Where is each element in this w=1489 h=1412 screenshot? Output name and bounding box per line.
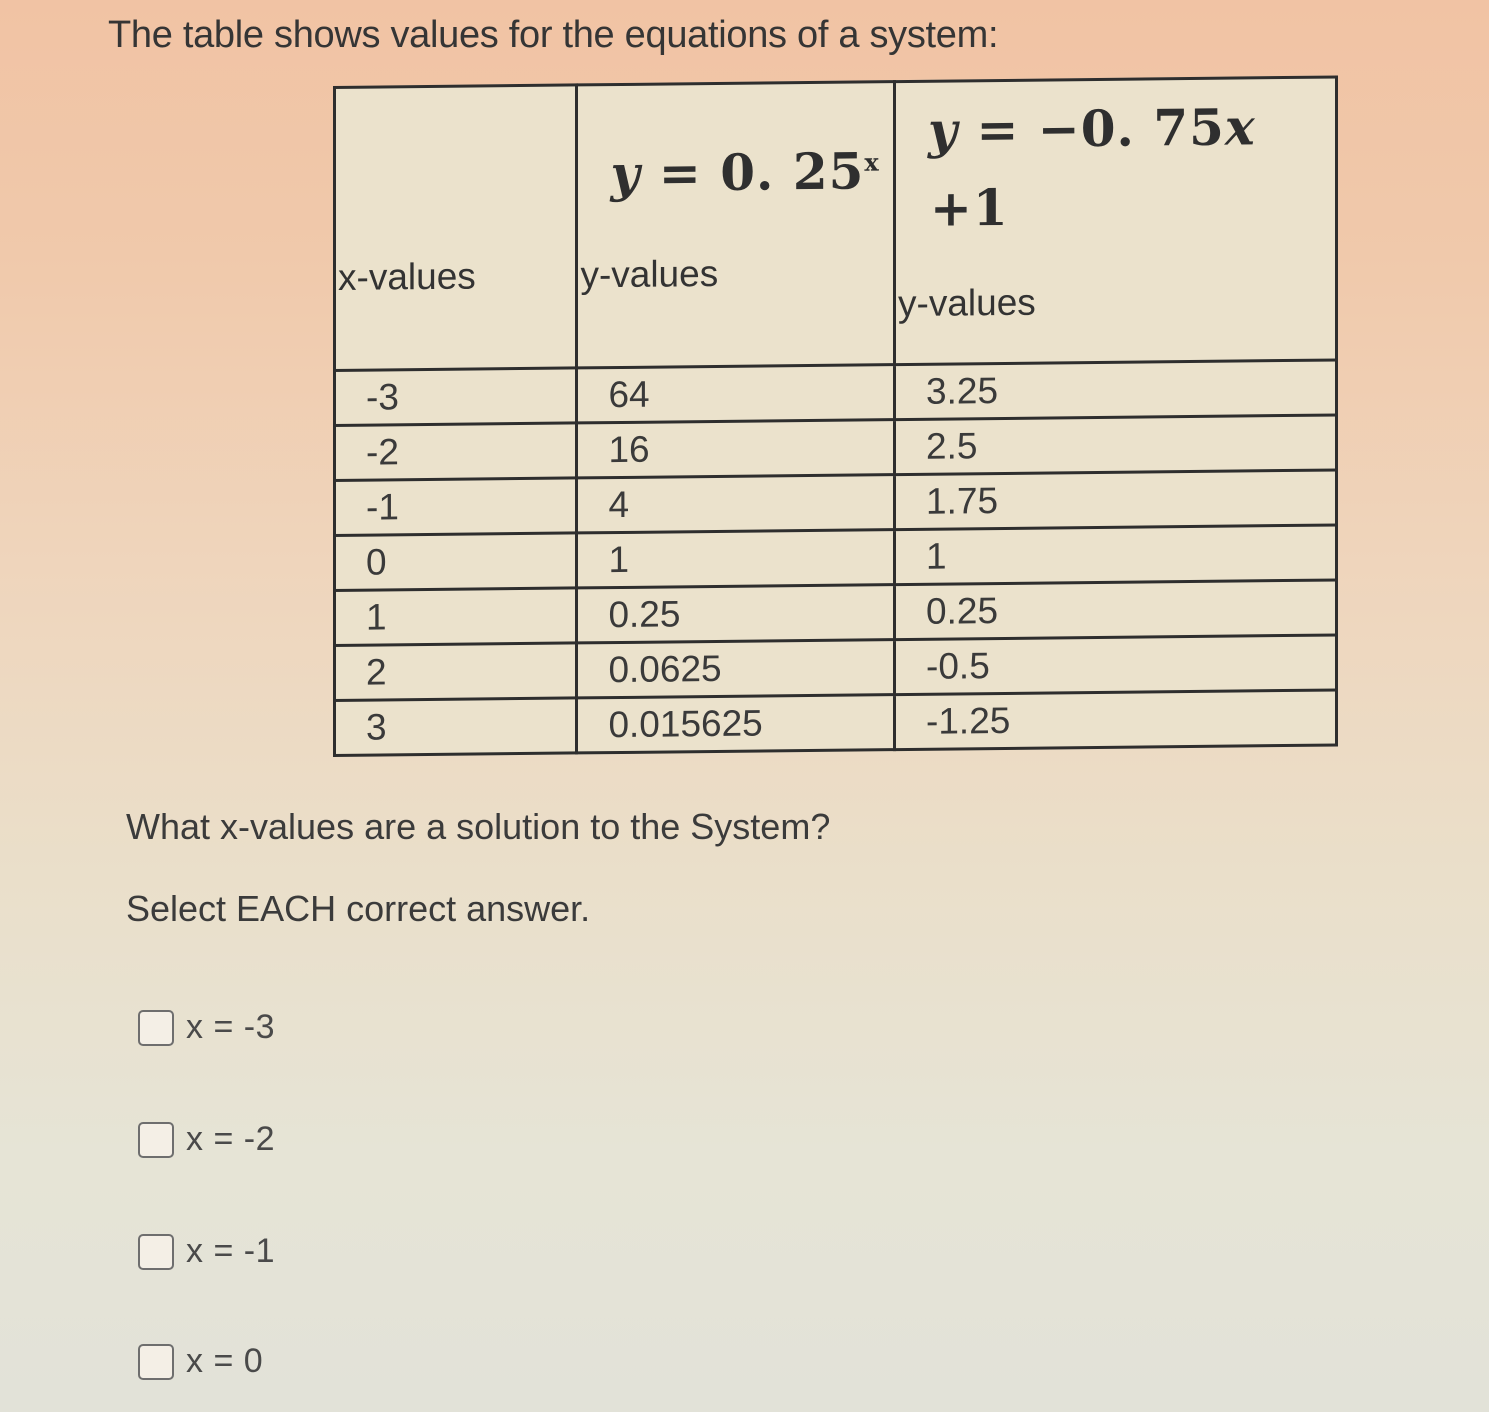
header-equation-1 <box>577 82 895 368</box>
x-value-cell: -2 <box>335 423 577 481</box>
y1-value-cell: 4 <box>577 475 895 533</box>
x-values-label: x-values <box>338 255 476 298</box>
y1-value-cell: 16 <box>577 420 895 478</box>
x-value-cell: -3 <box>335 368 577 426</box>
answer-option-label: x = -3 <box>186 1008 275 1046</box>
y1-value-cell: 64 <box>577 365 895 423</box>
instruction-text: Select EACH correct answer. <box>126 888 591 929</box>
answer-option-x-neg3[interactable] <box>138 1008 275 1047</box>
checkbox[interactable] <box>138 1122 174 1158</box>
question-text: What x-values are a solution to the System? <box>126 806 831 847</box>
question-intro: The table shows values for the equations of a system: <box>108 14 999 56</box>
y1-value-cell: 0.25 <box>577 585 895 643</box>
checkbox[interactable] <box>138 1344 174 1380</box>
header-equation-2 <box>895 77 1337 365</box>
equation-1: y = 0. 25$^x$ <box>610 141 880 204</box>
answer-option-label: x = -1 <box>186 1232 275 1270</box>
x-value-cell: 3 <box>335 698 577 756</box>
answer-option-label: x = -2 <box>186 1120 275 1158</box>
table-row <box>335 690 1337 755</box>
answer-option-x-0[interactable] <box>138 1342 263 1381</box>
y1-value-cell: 0.015625 <box>577 695 895 753</box>
checkbox[interactable] <box>138 1234 174 1270</box>
y2-value-cell: 1 <box>895 525 1337 585</box>
y1-value-cell: 0.0625 <box>577 640 895 698</box>
equation-2-line-1: y = −0. 75x <box>928 97 1256 160</box>
values-table <box>333 75 1338 757</box>
checkbox[interactable] <box>138 1010 174 1046</box>
x-value-cell: 2 <box>335 643 577 701</box>
answer-option-x-neg2[interactable] <box>138 1120 275 1159</box>
equation-2-line-2: +1 <box>930 177 1009 238</box>
y2-value-cell: 3.25 <box>895 360 1337 420</box>
y2-value-cell: 1.75 <box>895 470 1337 530</box>
table-header-row <box>335 77 1337 370</box>
answer-option-x-neg1[interactable] <box>138 1232 275 1271</box>
x-value-cell: 0 <box>335 533 577 591</box>
y1-value-cell: 1 <box>577 530 895 588</box>
y2-value-cell: -0.5 <box>895 635 1337 695</box>
y-values-label-2: y-values <box>898 281 1036 325</box>
y-values-label-1: y-values <box>580 252 719 296</box>
x-value-cell: -1 <box>335 478 577 536</box>
header-x-values <box>335 85 577 371</box>
y2-value-cell: 0.25 <box>895 580 1337 640</box>
answer-option-label: x = 0 <box>186 1342 264 1380</box>
y2-value-cell: 2.5 <box>895 415 1337 475</box>
x-value-cell: 1 <box>335 588 577 646</box>
y2-value-cell: -1.25 <box>895 690 1337 750</box>
